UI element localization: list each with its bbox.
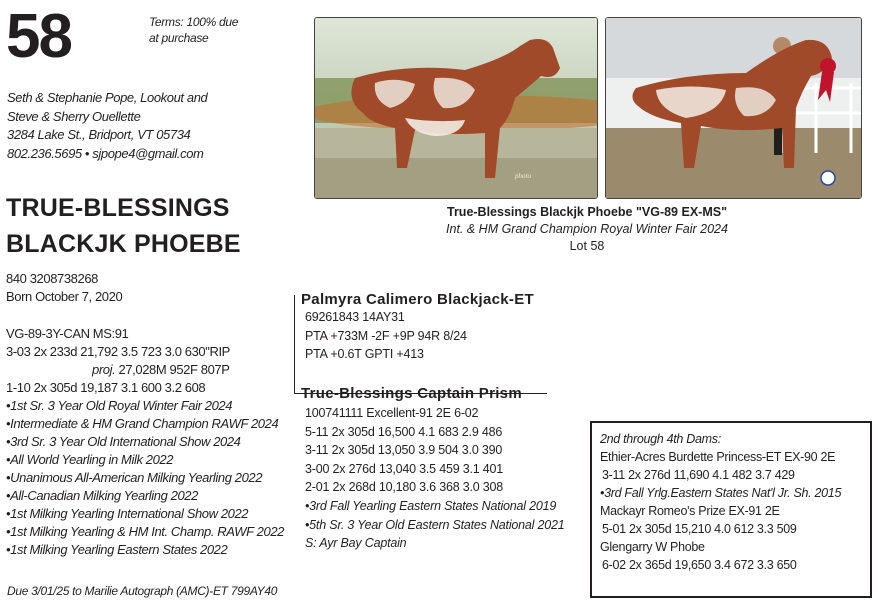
dam-name: True-Blessings Captain Prism: [301, 385, 522, 402]
sire-name: Palmyra Calimero Blackjack-ET: [301, 291, 534, 308]
award-line: •1st Milking Yearling & HM Int. Champ. RAWF 2022: [6, 524, 284, 539]
dam-record-line: 2-01 2x 268d 10,180 3.6 368 3.0 308: [305, 480, 504, 495]
animal-born: Born October 7, 2020: [6, 289, 123, 304]
sire-detail-line: PTA +0.6T GPTI +413: [305, 347, 424, 362]
dam-award-line: •5th Sr. 3 Year Old Eastern States National 2021: [305, 517, 565, 532]
dam-header: 100741111 Excellent-91 2E 6-02: [305, 406, 479, 420]
terms-line-2: at purchase: [149, 31, 209, 45]
logo-mark: [821, 171, 835, 185]
dam-record-line: 3-00 2x 276d 13,040 3.5 459 3.1 401: [305, 461, 504, 476]
animal-id-block: [6, 270, 122, 306]
animal-awards: [6, 397, 284, 559]
caption-subtitle: Int. & HM Grand Champion Royal Winter Fair 2024: [446, 222, 728, 236]
award-line: •All-Canadian Milking Yearling 2022: [6, 488, 198, 503]
terms-line-1: Terms: 100% due: [149, 15, 239, 29]
award-line: •1st Milking Yearling International Show 2022: [6, 506, 249, 521]
dam-records: [301, 423, 565, 497]
award-line: •Unanimous All-American Milking Yearling 2022: [6, 470, 263, 485]
award-line: •All World Yearling in Milk 2022: [6, 452, 174, 467]
header-strip: [262, 0, 618, 6]
outdoor-photo: [314, 17, 598, 199]
animal-records: [6, 343, 284, 397]
consignor-line-1: Seth & Stephanie Pope, Lookout and: [7, 90, 208, 105]
award-line: •Intermediate & HM Grand Champion RAWF 2024: [6, 416, 279, 431]
record-line: 3-03 2x 233d 21,792 3.5 723 3.0 630"RIP: [6, 344, 230, 359]
photo-caption: [409, 204, 765, 255]
sire-detail-line: PTA +733M -2F +9P 94R 8/24: [305, 328, 467, 343]
animal-name-line-1: TRUE-BLESSINGS: [6, 194, 230, 222]
record-line: 1-10 2x 305d 19,187 3.1 600 3.2 608: [6, 380, 206, 395]
terms-text: [149, 14, 238, 46]
second-dam-name: Ethier-Acres Burdette Princess-ET EX-90 2E: [600, 450, 836, 464]
pedigree-line-vertical: [294, 295, 295, 393]
animal-classification: VG-89-3Y-CAN MS:91: [6, 326, 129, 341]
dam-award-line: •3rd Fall Yearling Eastern States National 2019: [305, 498, 557, 513]
fourth-dam-name: Glengarry W Phobe: [600, 540, 705, 554]
dam-sire: S: Ayr Bay Captain: [305, 536, 407, 551]
dam-record-line: 5-11 2x 305d 16,500 4.1 683 2.9 486: [305, 424, 503, 439]
animal-name-line-2: BLACKJK PHOEBE: [6, 230, 241, 258]
third-dam-name: Mackayr Romeo's Prize EX-91 2E: [600, 504, 780, 518]
sire-block: [301, 291, 534, 364]
dams-box-title: 2nd through 4th Dams:: [600, 432, 721, 446]
caption-title: True-Blessings Blackjk Phoebe "VG-89 EX-MS": [447, 205, 727, 219]
consignor-info: [7, 89, 207, 163]
dam-record-line: 3-11 2x 305d 13,050 3.9 504 3.0 390: [305, 443, 503, 458]
due-date: Due 3/01/25 to Marilie Autograph (AMC)-ET 799AY40: [7, 584, 278, 598]
svg-text:photo: photo: [515, 172, 531, 180]
third-dam-record: 5-01 2x 305d 15,210 4.0 612 3.3 509: [602, 522, 797, 536]
consignor-contact: 802.236.5695 • sjpope4@gmail.com: [7, 145, 204, 161]
sire-detail-line: 69261843 14AY31: [305, 310, 405, 324]
animal-id: 840 3208738268: [6, 271, 99, 286]
indoor-photo: [605, 17, 862, 199]
consignor-address: 3284 Lake St., Bridport, VT 05734: [7, 127, 191, 142]
dams-box: [590, 421, 872, 598]
award-line: •1st Sr. 3 Year Old Royal Winter Fair 2024: [6, 398, 233, 413]
dam-block: [301, 385, 565, 553]
dams-box-content: [600, 430, 841, 574]
animal-name: [6, 190, 241, 262]
animal-record-block: [6, 325, 284, 559]
award-line: •3rd Sr. 3 Year Old International Show 2024: [6, 434, 241, 449]
fourth-dam-record: 6-02 2x 365d 19,650 3.4 672 3.3 650: [602, 558, 797, 572]
award-line: •1st Milking Yearling Eastern States 2022: [6, 542, 228, 557]
lot-number: 58: [6, 2, 71, 71]
dam-awards: [301, 497, 565, 534]
consignor-line-2: Steve & Sherry Ouellette: [7, 108, 141, 124]
record-line: proj. 27,028M 952F 807P: [92, 362, 230, 377]
second-dam-award: •3rd Fall Yrlg.Eastern States Nat'l Jr. Sh. 2015: [600, 486, 842, 500]
caption-lot: Lot 58: [569, 239, 605, 253]
sire-details: [301, 308, 534, 364]
second-dam-record: 3-11 2x 276d 11,690 4.1 482 3.7 429: [602, 468, 795, 482]
